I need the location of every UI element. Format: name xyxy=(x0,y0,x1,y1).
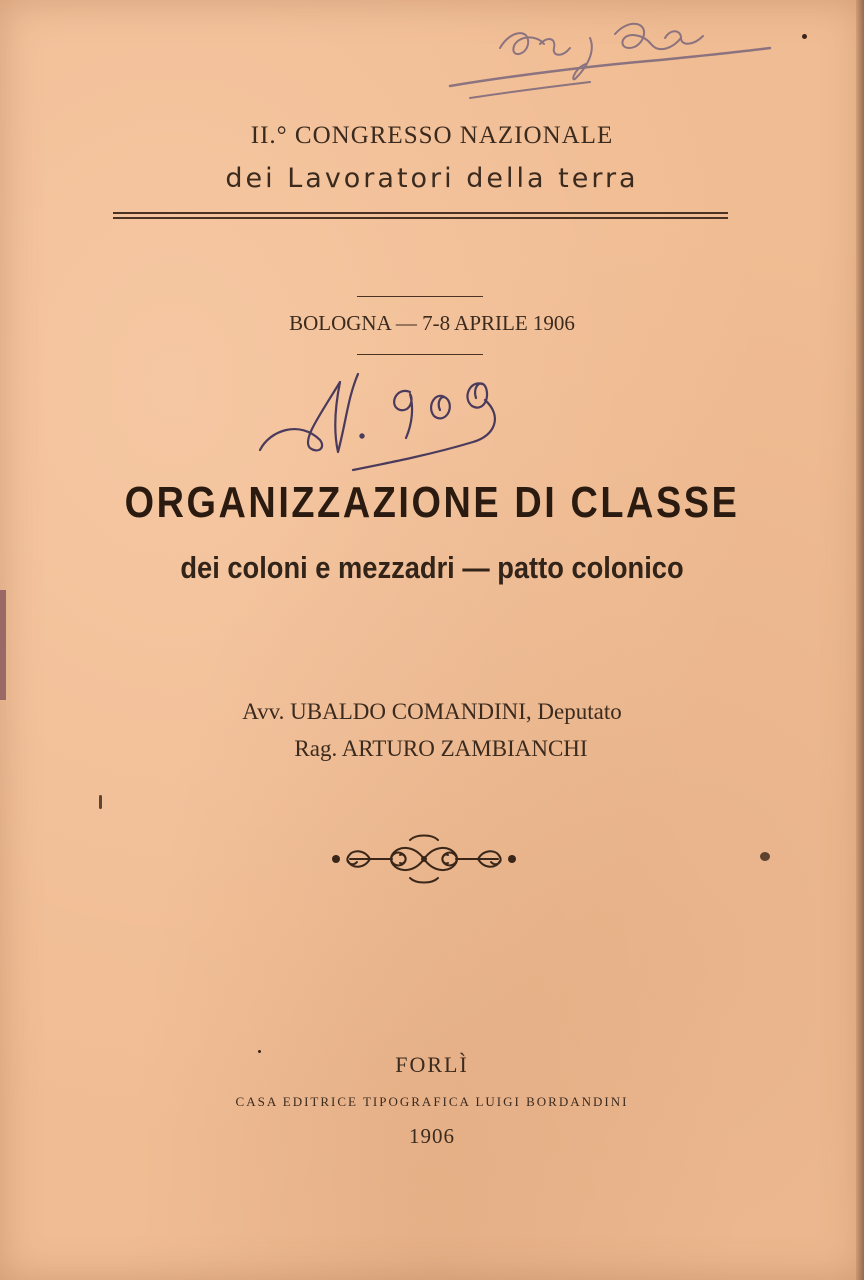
congress-heading: II.° CONGRESSO NAZIONALE xyxy=(250,122,614,149)
imprint-city: FORLÌ xyxy=(395,1052,469,1077)
double-rule xyxy=(113,212,728,219)
imprint-year: 1906 xyxy=(409,1124,455,1148)
ink-speck xyxy=(760,852,770,861)
place-date: BOLOGNA — 7-8 APRILE 1906 xyxy=(289,311,575,335)
ink-speck xyxy=(802,34,807,39)
imprint-publisher: CASA EDITRICE TIPOGRAFICA LUIGI BORDANDINI xyxy=(235,1094,629,1109)
handwritten-signature xyxy=(440,8,780,118)
handwritten-number xyxy=(250,360,530,480)
author-line: Rag. ARTURO ZAMBIANCHI xyxy=(294,736,588,761)
author-line: Avv. UBALDO COMANDINI, Deputato xyxy=(242,699,622,724)
organization-heading: dei Lavoratori della terra xyxy=(225,163,639,194)
binding-edge xyxy=(0,590,6,700)
book-title: ORGANIZZAZIONE DI CLASSE xyxy=(124,478,740,527)
book-subtitle: dei coloni e mezzadri — patto colonico xyxy=(180,550,684,585)
ink-speck xyxy=(99,795,102,809)
ink-speck xyxy=(258,1050,261,1053)
short-rule-top xyxy=(357,296,483,297)
short-rule-bottom xyxy=(357,354,483,355)
decorative-ornament xyxy=(330,830,518,888)
